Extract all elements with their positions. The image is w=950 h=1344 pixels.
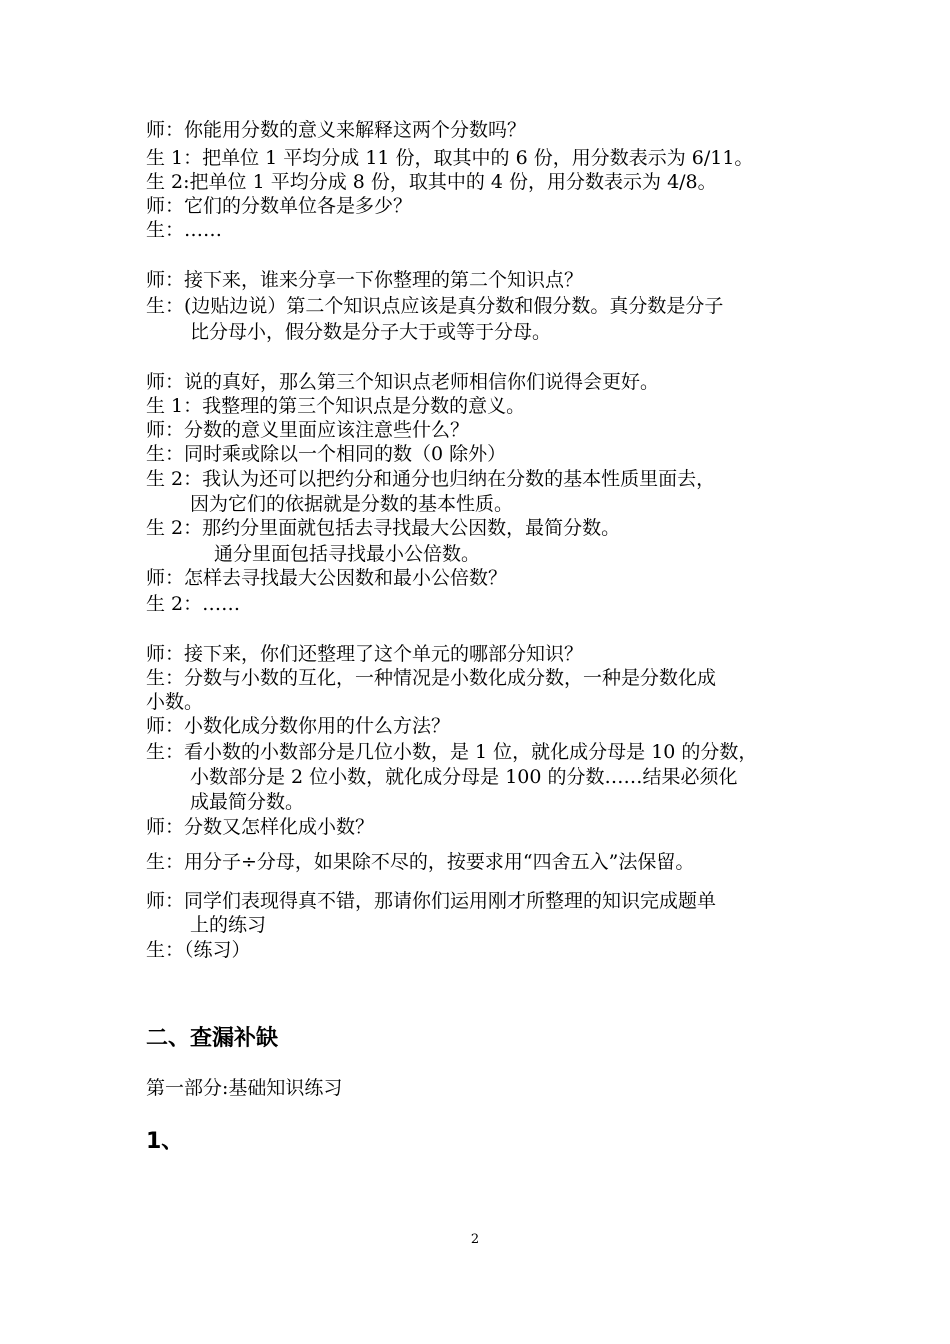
dialogue-line: 师：分数的意义里面应该注意些什么？ [146,419,470,441]
dialogue-line: 师：接下来，谁来分享一下你整理的第二个知识点？ [146,269,584,291]
dialogue-line: 生：同时乘或除以一个相同的数（0 除外） [146,443,507,465]
dialogue-line: 上的练习 [190,914,267,936]
dialogue-line: 师：说的真好，那么第三个知识点老师相信你们说得会更好。 [146,371,660,393]
dialogue-line: 生：分数与小数的互化，一种情况是小数化成分数，一种是分数化成 [146,667,717,689]
page-number: 2 [470,1232,480,1247]
dialogue-line: 生 1：把单位 1 平均分成 11 份，取其中的 6 份，用分数表示为 6/11。 [146,147,754,169]
dialogue-line: 师：接下来，你们还整理了这个单元的哪部分知识？ [146,643,584,665]
dialogue-line: 因为它们的依据就是分数的基本性质。 [190,493,514,515]
dialogue-line: 生 2：我认为还可以把约分和通分也归纳在分数的基本性质里面去， [146,468,716,490]
section-subheading: 第一部分:基础知识练习 [146,1077,343,1099]
dialogue-line: 师：它们的分数单位各是多少？ [146,195,413,217]
dialogue-line: 生：用分子÷分母，如果除不尽的，按要求用“四舍五入”法保留。 [146,851,695,873]
dialogue-line: 比分母小，假分数是分子大于或等于分母。 [190,321,552,343]
dialogue-line: 生 2：…… [146,593,241,615]
dialogue-line: 小数部分是 2 位小数，就化成分母是 100 的分数……结果必须化 [190,766,738,788]
item-number: 1、 [146,1129,184,1154]
dialogue-line: 师：怎样去寻找最大公因数和最小公倍数？ [146,567,508,589]
dialogue-line: 生 1：我整理的第三个知识点是分数的意义。 [146,395,526,417]
dialogue-line: 生：（练习） [146,939,251,961]
dialogue-line: 生 2：那约分里面就包括去寻找最大公因数，最简分数。 [146,517,621,539]
dialogue-line: 师：小数化成分数你用的什么方法？ [146,715,451,737]
dialogue-line: 生 2:把单位 1 平均分成 8 份，取其中的 4 份，用分数表示为 4/8。 [146,171,717,193]
dialogue-line: 生：(边贴边说）第二个知识点应该是真分数和假分数。真分数是分子 [146,295,724,317]
dialogue-line: 生：看小数的小数部分是几位小数，是 1 位，就化成分母是 10 的分数， [146,741,758,763]
dialogue-line: 成最简分数。 [190,791,305,813]
section-heading: 二、查漏补缺 [146,1026,279,1051]
dialogue-line: 师：分数又怎样化成小数？ [146,816,375,838]
dialogue-line: 小数。 [146,691,204,713]
dialogue-line: 生：…… [146,219,223,241]
dialogue-line: 通分里面包括寻找最小公倍数。 [214,543,481,565]
dialogue-line: 师：同学们表现得真不错，那请你们运用刚才所整理的知识完成题单 [146,890,717,912]
dialogue-line: 师：你能用分数的意义来解释这两个分数吗？ [146,119,527,141]
